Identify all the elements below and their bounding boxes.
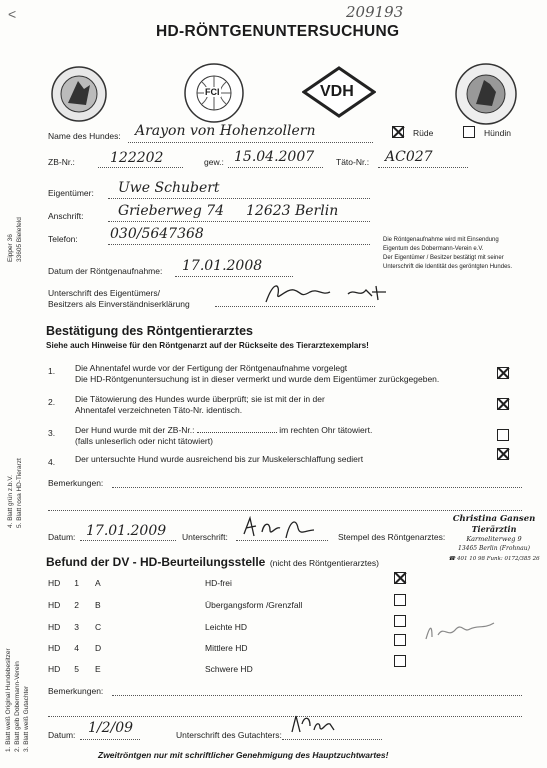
corner-mark: <: [8, 6, 17, 22]
vdh-logo: [302, 66, 376, 123]
check-item-4-num: 4.: [48, 457, 56, 467]
result-row-3-box[interactable]: [394, 615, 406, 627]
check-item-1-box[interactable]: [497, 367, 509, 379]
xray-date-label: Datum der Röntgenaufnahme:: [48, 266, 163, 276]
check-item-3-num: 3.: [48, 428, 56, 438]
result-date-label: Datum:: [48, 730, 76, 740]
female-checkbox[interactable]: [463, 126, 475, 138]
handwritten-number: 209193: [346, 3, 404, 21]
check-item-2-num: 2.: [48, 397, 56, 407]
zb-value: 122202: [110, 150, 164, 166]
vet-stamp-label: Stempel des Röntgenarztes:: [338, 532, 446, 542]
dog-name-label: Name des Hundes:: [48, 131, 121, 141]
margin-note-top: Eipper 36 33605 Bielefeld: [7, 217, 23, 262]
address-street: Grieberweg 74: [118, 203, 225, 219]
result-row-2-desc: Übergangsform /Grenzfall: [205, 600, 303, 610]
check-item-2-box[interactable]: [497, 398, 509, 410]
tato-value: AC027: [385, 149, 433, 165]
result-row-4-box[interactable]: [394, 634, 406, 646]
born-value: 15.04.2007: [234, 149, 315, 165]
result-row-1: HD 1 A: [48, 578, 101, 588]
result-row-5-desc: Schwere HD: [205, 664, 253, 674]
fci-logo: [183, 62, 245, 129]
result-row-1-box[interactable]: [394, 572, 406, 584]
vet-remarks-label: Bemerkungen:: [48, 478, 104, 488]
owner-value: Uwe Schubert: [118, 180, 220, 196]
result-date-value: 1/2/09: [88, 720, 134, 736]
tato-label: Täto-Nr.:: [336, 157, 370, 167]
phone-value: 030/5647368: [110, 226, 204, 242]
assessor-mark: [420, 615, 500, 650]
vdh-label: VDH: [320, 83, 354, 100]
vet-heading: Bestätigung des Röntgentierarztes: [46, 324, 253, 338]
result-heading: Befund der DV - HD-Beurteilungsstelle (nicht des Röntgentierarztes): [46, 555, 379, 569]
xray-date-value: 17.01.2008: [182, 258, 263, 274]
fci-label: FCI: [205, 87, 220, 97]
check-item-3-box[interactable]: [497, 429, 509, 441]
owner-label: Eigentümer:: [48, 188, 94, 198]
result-row-5-box[interactable]: [394, 655, 406, 667]
check-item-1-text: Die Ahnentafel wurde vor der Fertigung der Röntgenaufnahme vorgelegt Die HD-Röntgenuntersuchung ist in dieser vermerkt und wurde dem Eigentümer zurückgegeben.: [75, 363, 440, 384]
dog-name-value: Arayon von Hohenzollern: [135, 123, 316, 139]
result-remarks-label: Bemerkungen:: [48, 686, 104, 696]
result-row-3-desc: Leichte HD: [205, 622, 248, 632]
result-row-2-box[interactable]: [394, 594, 406, 606]
result-row-3: HD 3 C: [48, 622, 102, 632]
result-row-4: HD 4 D: [48, 643, 102, 653]
male-label: Rüde: [413, 128, 434, 138]
result-row-5: HD 5 E: [48, 664, 101, 674]
vet-date-value: 17.01.2009: [86, 523, 167, 539]
check-item-1-num: 1.: [48, 366, 56, 376]
result-row-4-desc: Mittlere HD: [205, 643, 248, 653]
check-item-3-text: Der Hund wurde mit der ZB-Nr.: im rechten Ohr tätowiert. (falls unleserlich oder nicht tätowiert): [75, 425, 373, 446]
assessor-signature-label: Unterschrift des Gutachters:: [176, 730, 282, 740]
male-checkbox[interactable]: [392, 126, 404, 138]
assessor-signature: [288, 712, 338, 741]
vet-subheading: Siehe auch Hinweise für den Röntgenarzt auf der Rückseite des Tierarztexemplars!: [46, 341, 369, 350]
owner-signature-label: Unterschrift des Eigentümers/ Besitzers als Einverständniserklärung: [48, 288, 190, 309]
address-city: 12623 Berlin: [246, 203, 339, 219]
ownership-note: Die Röntgenaufnahme wird mit Einsendung Eigentum des Dobermann-Verein e.V. Der Eigentümer / Besitzer bestätigt mit seiner Unterschrift die Identität des geröntgten Hundes.: [383, 237, 513, 270]
address-label: Anschrift:: [48, 211, 84, 221]
result-row-2: HD 2 B: [48, 600, 101, 610]
check-item-4-box[interactable]: [497, 448, 509, 460]
idc-seal-icon: [50, 65, 108, 128]
zb-label: ZB-Nr.:: [48, 157, 75, 167]
result-row-1-desc: HD-frei: [205, 578, 232, 588]
dv-seal-icon: [454, 62, 518, 131]
check-item-2-text: Die Tätowierung des Hundes wurde überprüft; sie ist mit der in der Ahnentafel verzeichneten Täto-Nr. identisch.: [75, 394, 325, 415]
footer-note: Zweitröntgen nur mit schriftlicher Genehmigung des Hauptzuchtwartes!: [98, 750, 389, 760]
phone-label: Telefon:: [48, 234, 78, 244]
vet-date-label: Datum:: [48, 532, 76, 542]
vet-signature-label: Unterschrift:: [182, 532, 228, 542]
vet-signature: [240, 514, 320, 547]
margin-note-bottom: 1. Blatt weiß Original Hundebesitzer 2. Blatt gelb Dobermann-Verein 3. Blatt weiß Gutachter: [5, 648, 30, 752]
vet-stamp: Christina Gansen Tierärztin Karmeliterweg 9 13465 Berlin (Frohnau) ☎ 401 10 98 Funk: 0172/385 26: [448, 514, 540, 562]
page-title: HD-RÖNTGENUNTERSUCHUNG: [156, 23, 400, 40]
check-item-4-text: Der untersuchte Hund wurde ausreichend bis zur Muskelerschlaffung sediert: [75, 454, 364, 464]
female-label: Hündin: [484, 128, 511, 138]
born-label: gew.:: [204, 157, 224, 167]
margin-note-middle: 4. Blatt grün z.b.V. 5. Blatt rosa HD-Tierarzt: [7, 458, 23, 528]
